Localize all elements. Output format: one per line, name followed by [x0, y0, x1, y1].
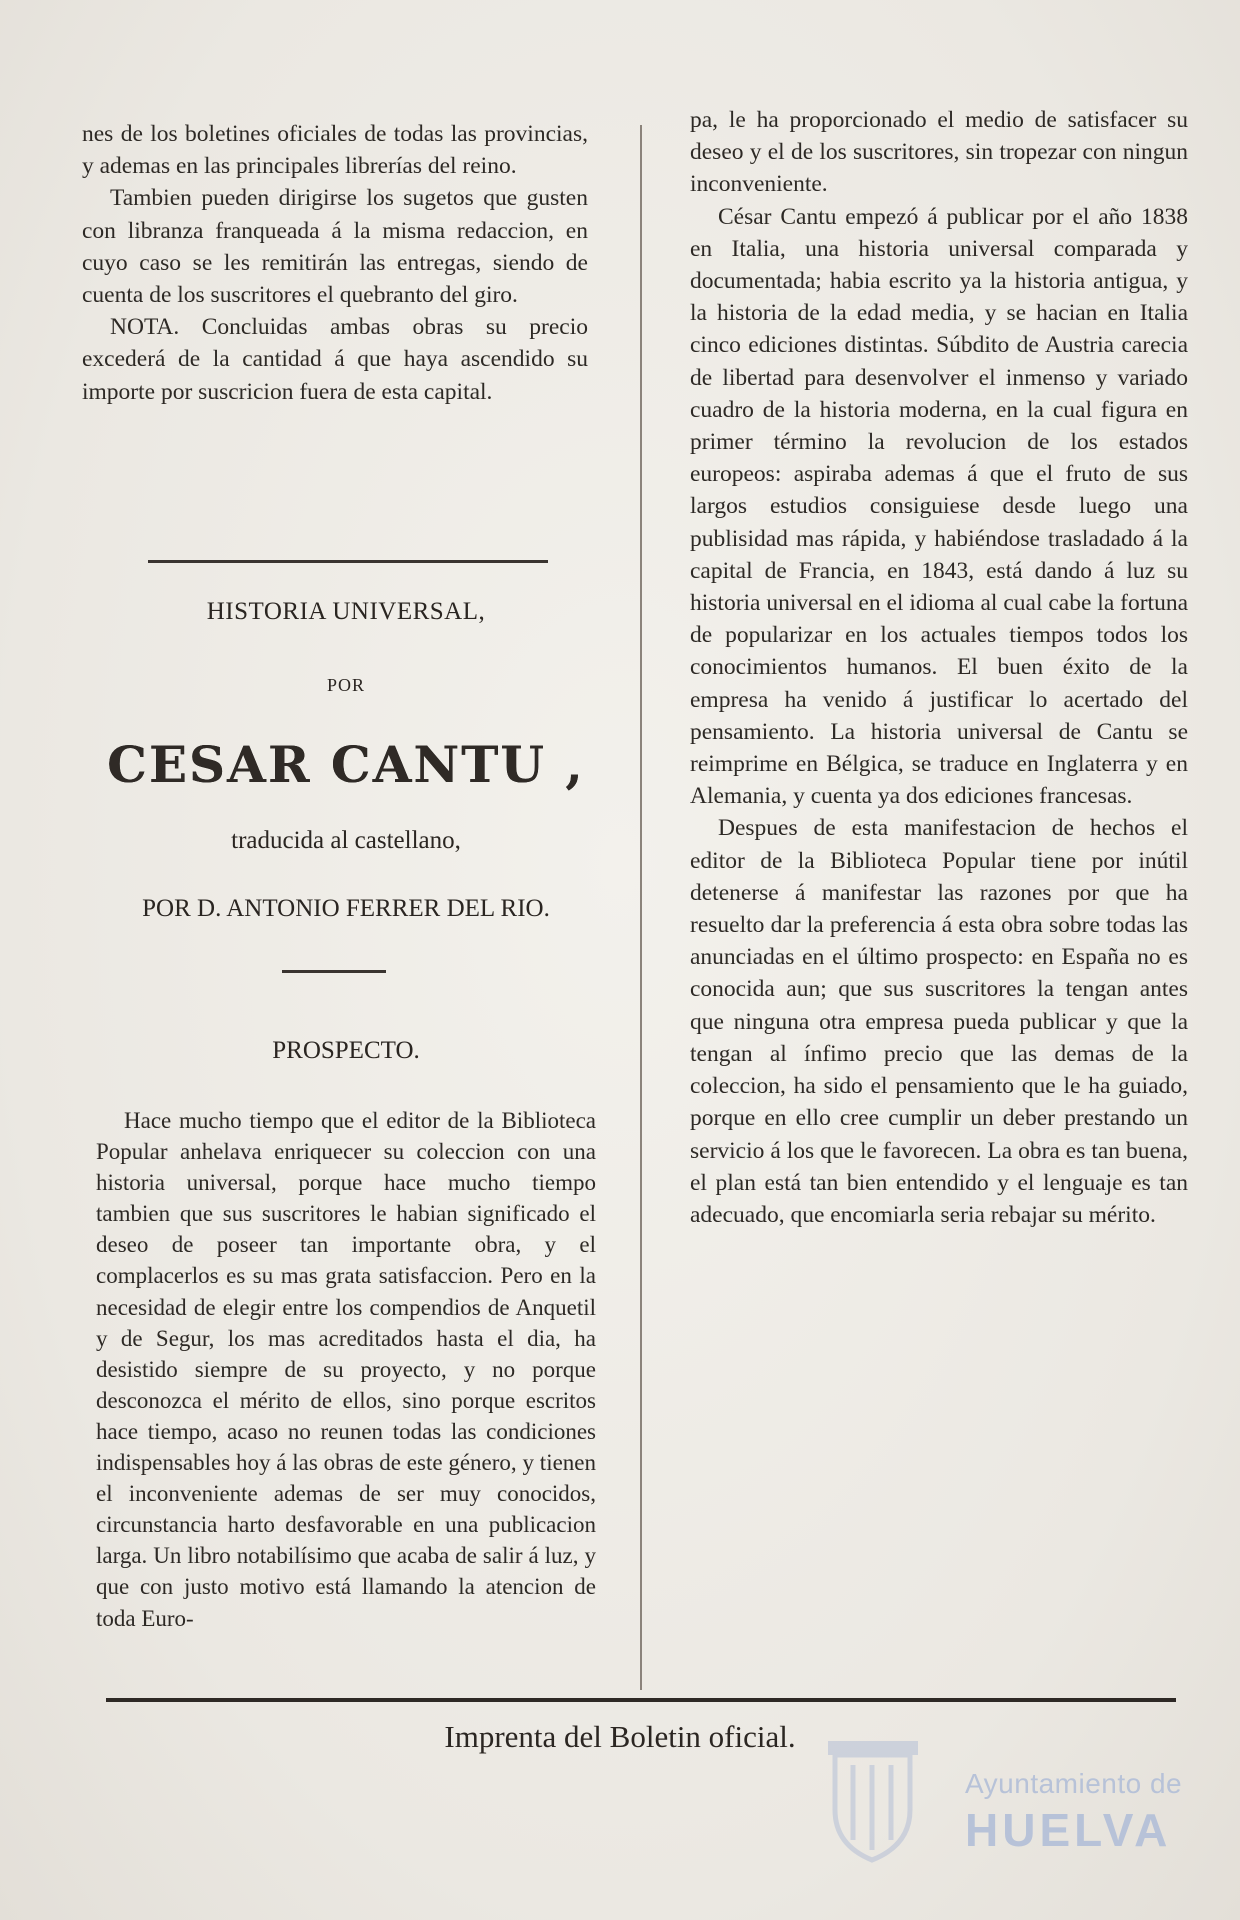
watermark-line-1: Ayuntamiento de — [965, 1768, 1183, 1799]
by-label: POR — [326, 675, 365, 695]
left-column-body — [96, 1105, 596, 1634]
paragraph: pa, le ha proporcionado el medio de satisfacer su deseo y el de los suscritores, sin tropezar con ningun inconveniente. — [690, 107, 1188, 198]
paragraph: César Cantu empezó á publicar por el año 1838 en Italia, una historia universal comparada y documentada; habia escrito ya la historia antigua, y la historia de la edad media, y se hacian en Italia cinco ediciones distintas. Súbdito de Austria carecia de libertad para desenvolver el inmenso y variado cuadro de la historia moderna, en la cual figura en primer término la revolucion de los estados europeos: aspiraba ademas á que el fruto de sus largos estudios consiguiese desde luego una publisidad mas rápida, y habiéndose trasladado á la capital de Francia, en 1843, está dando á luz su historia universal en el idioma al cual cabe la fortuna de popularizar en los actuales tiempos todos los conocimientos humanos. El buen éxito de la empresa ha venido á justificar lo acertado del pensamiento. La historia universal de Cantu se reimprime en Bélgica, se traduce en Inglaterra y en Alemania, y cuenta ya dos ediciones francesas. — [690, 203, 1188, 810]
section-heading: PROSPECTO. — [272, 1037, 420, 1064]
watermark-line-2: HUELVA — [965, 1804, 1172, 1856]
translated-line: traducida al castellano, — [231, 827, 461, 854]
right-column — [690, 104, 1188, 1231]
paragraph: nes de los boletines oficiales de todas las provincias, y ademas en las principales librerías del reino. — [82, 121, 588, 180]
printer-imprint: Imprenta del Boletin oficial. — [444, 1719, 796, 1754]
book-title: HISTORIA UNIVERSAL, — [206, 598, 486, 625]
translator-line: POR D. ANTONIO FERRER DEL RIO. — [142, 895, 550, 922]
paragraph: NOTA. Concluidas ambas obras su precio excederá de la cantidad á que haya ascendido su importe por suscricion fuera de esta capital. — [82, 314, 588, 405]
author-name: CESAR CANTU , — [107, 735, 585, 794]
paragraph: Tambien pueden dirigirse los sugetos que gusten con libranza franqueada á la misma redaccion, en cuyo caso se les remitirán las entregas, siendo de cuenta de los suscritores el quebranto del giro. — [82, 185, 588, 309]
paragraph: Despues de esta manifestacion de hechos el editor de la Biblioteca Popular tiene por inútil detenerse á manifestar las razones por que ha resuelto dar la preferencia á esta obra sobre todas las anunciadas en el último prospecto: en España no es conocida aun; que sus suscritores la tengan antes que ninguna otra empresa pueda publicar y que la tengan al ínfimo precio que las demas de la coleccion, ha sido el pensamiento que le ha guiado, porque en ello cree cumplir un deber prestando un servicio á los que le favorecen. La obra es tan buena, el plan está tan bien entendido y el lenguaje es tan adecuado, que encomiarla seria rebajar su mérito. — [690, 815, 1188, 1228]
paragraph: Hace mucho tiempo que el editor de la Biblioteca Popular anhelava enriquecer su coleccion con una historia universal, porque hace mucho tiempo tambien que sus suscritores le habian significado el deseo de poseer tan importante obra, y el complacerlos es su mas grata satisfaccion. Pero en la necesidad de elegir entre los compendios de Anquetil y de Segur, los mas acreditados hasta el dia, ha desistido siempre de su proyecto, y no porque desconozca el mérito de ellos, sino porque escritos hace tiempo, acaso no reunen todas las condiciones indispensables hoy á las obras de este género, y tienen el inconveniente ademas de ser muy conocidos, circunstancia harto desfavorable en una publicacion larga. Un libro notabilísimo que acaba de salir á luz, y que con justo motivo está llamando la atencion de toda Euro- — [96, 1108, 596, 1631]
short-rule — [282, 970, 386, 973]
section-rule — [148, 560, 548, 563]
left-column-top — [82, 118, 588, 408]
footer-rule — [106, 1698, 1176, 1702]
column-separator — [640, 125, 642, 1690]
